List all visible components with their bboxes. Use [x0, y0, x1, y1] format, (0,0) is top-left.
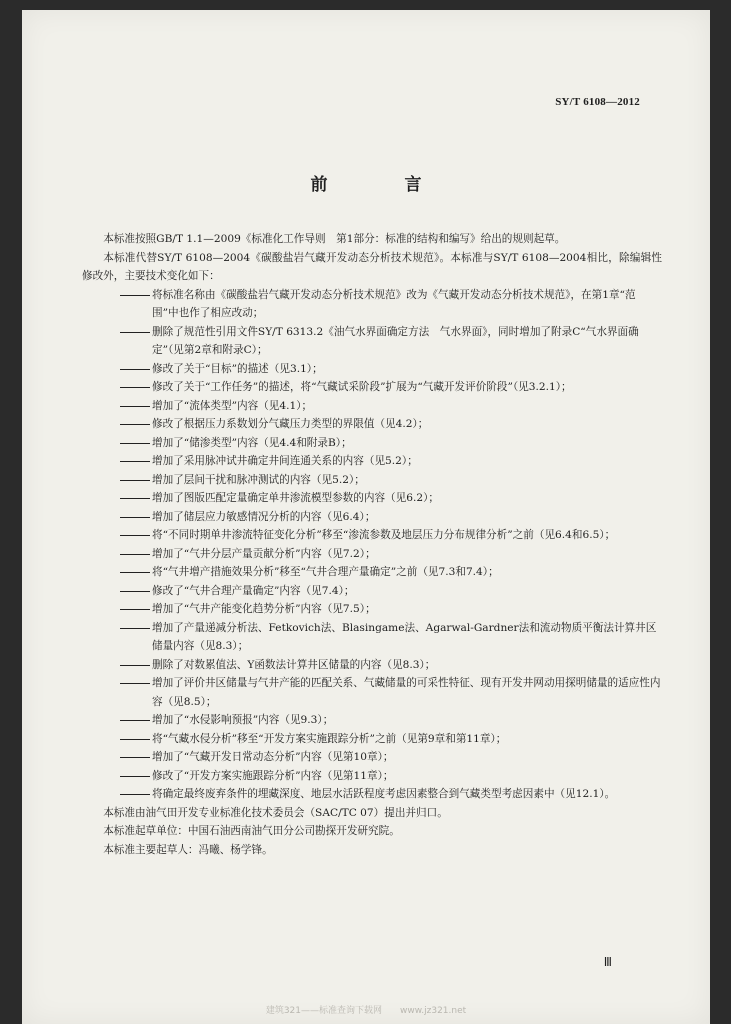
list-item: 增加了“气井分层产量贡献分析”内容（见7.2）；: [82, 545, 662, 564]
list-item: 修改了关于“目标”的描述（见3.1）；: [82, 360, 662, 379]
dash-marker: [120, 332, 150, 333]
dash-marker: [120, 757, 150, 758]
list-item: 增加了产量递减分析法、Fetkovich法、Blasingame法、Agarwal-Gardner法和流动物质平衡法计算井区储量内容（见8.3）；: [82, 619, 662, 656]
closing-paragraph-1: 本标准由油气田开发专业标准化技术委员会（SAC/TC 07）提出并归口。: [103, 806, 448, 819]
list-item: 修改了“气井合理产量确定”内容（见7.4）；: [82, 582, 662, 601]
list-item: 将确定最终废弃条件的埋藏深度、地层水活跃程度考虑因素整合到气藏类型考虑因素中（见12.1）。: [82, 785, 662, 804]
dash-marker: [120, 572, 150, 573]
intro-paragraph-2: 本标准代替SY/T 6108—2004《碳酸盐岩气藏开发动态分析技术规范》。本标准与SY/T 6108—2004相比，除编辑性修改外，主要技术变化如下：: [82, 251, 662, 282]
list-item: 将“气藏水侵分析”移至“开发方案实施跟踪分析”之前（见第9章和第11章）；: [82, 730, 662, 749]
dash-marker: [120, 628, 150, 629]
list-item: 增加了评价井区储量与气井产能的匹配关系、气藏储量的可采性特征、现有开发井网动用探明储量的适应性内容（见8.5）；: [82, 674, 662, 711]
list-item: 增加了“水侵影响预报”内容（见9.3）；: [82, 711, 662, 730]
dash-marker: [120, 609, 150, 610]
closing-paragraph-2: 本标准起草单位：中国石油西南油气田分公司勘探开发研究院。: [103, 825, 400, 837]
list-item: 增加了“气藏开发日常动态分析”内容（见第10章）；: [82, 748, 662, 767]
dash-marker: [120, 517, 150, 518]
dash-marker: [120, 443, 150, 444]
dash-marker: [120, 739, 150, 740]
dash-marker: [120, 295, 150, 296]
standard-code: SY/T 6108—2012: [555, 96, 640, 108]
dash-marker: [120, 498, 150, 499]
dash-marker: [120, 776, 150, 777]
dash-marker: [120, 480, 150, 481]
dash-marker: [120, 591, 150, 592]
list-item: 增加了采用脉冲试井确定井间连通关系的内容（见5.2）；: [82, 452, 662, 471]
dash-marker: [120, 535, 150, 536]
dash-marker: [120, 387, 150, 388]
dash-marker: [120, 369, 150, 370]
closing-paragraph-3: 本标准主要起草人：冯曦、杨学锋。: [103, 843, 273, 856]
list-item: 删除了规范性引用文件SY/T 6313.2《油气水界面确定方法 气水界面》，同时增加了附录C“气水界面确定”（见第2章和附录C）；: [82, 323, 662, 360]
changes-list: [82, 286, 662, 804]
list-item: 增加了储层应力敏感情况分析的内容（见6.4）；: [82, 508, 662, 527]
list-item: 删除了对数累值法、Y函数法计算井区储量的内容（见8.3）；: [82, 656, 662, 675]
dash-marker: [120, 665, 150, 666]
dash-marker: [120, 461, 150, 462]
page-number: Ⅲ: [603, 955, 612, 969]
dash-marker: [120, 554, 150, 555]
list-item: 增加了“流体类型”内容（见4.1）；: [82, 397, 662, 416]
list-item: 修改了“开发方案实施跟踪分析”内容（见第11章）；: [82, 767, 662, 786]
foreword-body: [82, 230, 662, 859]
list-item: 将“不同时期单井渗流特征变化分析”移至“渗流参数及地层压力分布规律分析”之前（见6.4和6.5）；: [82, 526, 662, 545]
list-item: 增加了“气井产能变化趋势分析”内容（见7.5）；: [82, 600, 662, 619]
page-title: 前 言: [310, 175, 452, 195]
list-item: 增加了层间干扰和脉冲测试的内容（见5.2）；: [82, 471, 662, 490]
dash-marker: [120, 794, 150, 795]
list-item: 将“气井增产措施效果分析”移至“气井合理产量确定”之前（见7.3和7.4）；: [82, 563, 662, 582]
document-page: [22, 10, 710, 1024]
intro-paragraph-1: 本标准按照GB/T 1.1—2009《标准化工作导则 第1部分：标准的结构和编写》给出的规则起草。: [103, 233, 566, 245]
dash-marker: [120, 720, 150, 721]
list-item: 增加了图版匹配定量确定单井渗流模型参数的内容（见6.2）；: [82, 489, 662, 508]
list-item: 将标准名称由《碳酸盐岩气藏开发动态分析技术规范》改为《气藏开发动态分析技术规范》，在第1章“范围”中也作了相应改动；: [82, 286, 662, 323]
dash-marker: [120, 424, 150, 425]
list-item: 修改了根据压力系数划分气藏压力类型的界限值（见4.2）；: [82, 415, 662, 434]
list-item: 增加了“储渗类型”内容（见4.4和附录B）；: [82, 434, 662, 453]
footer-watermark: 建筑321——标准查询下载网 www.jz321.net: [265, 1006, 467, 1016]
dash-marker: [120, 406, 150, 407]
list-item: 修改了关于“工作任务”的描述，将“气藏试采阶段”扩展为“气藏开发评价阶段”（见3.2.1）；: [82, 378, 662, 397]
dash-marker: [120, 683, 150, 684]
